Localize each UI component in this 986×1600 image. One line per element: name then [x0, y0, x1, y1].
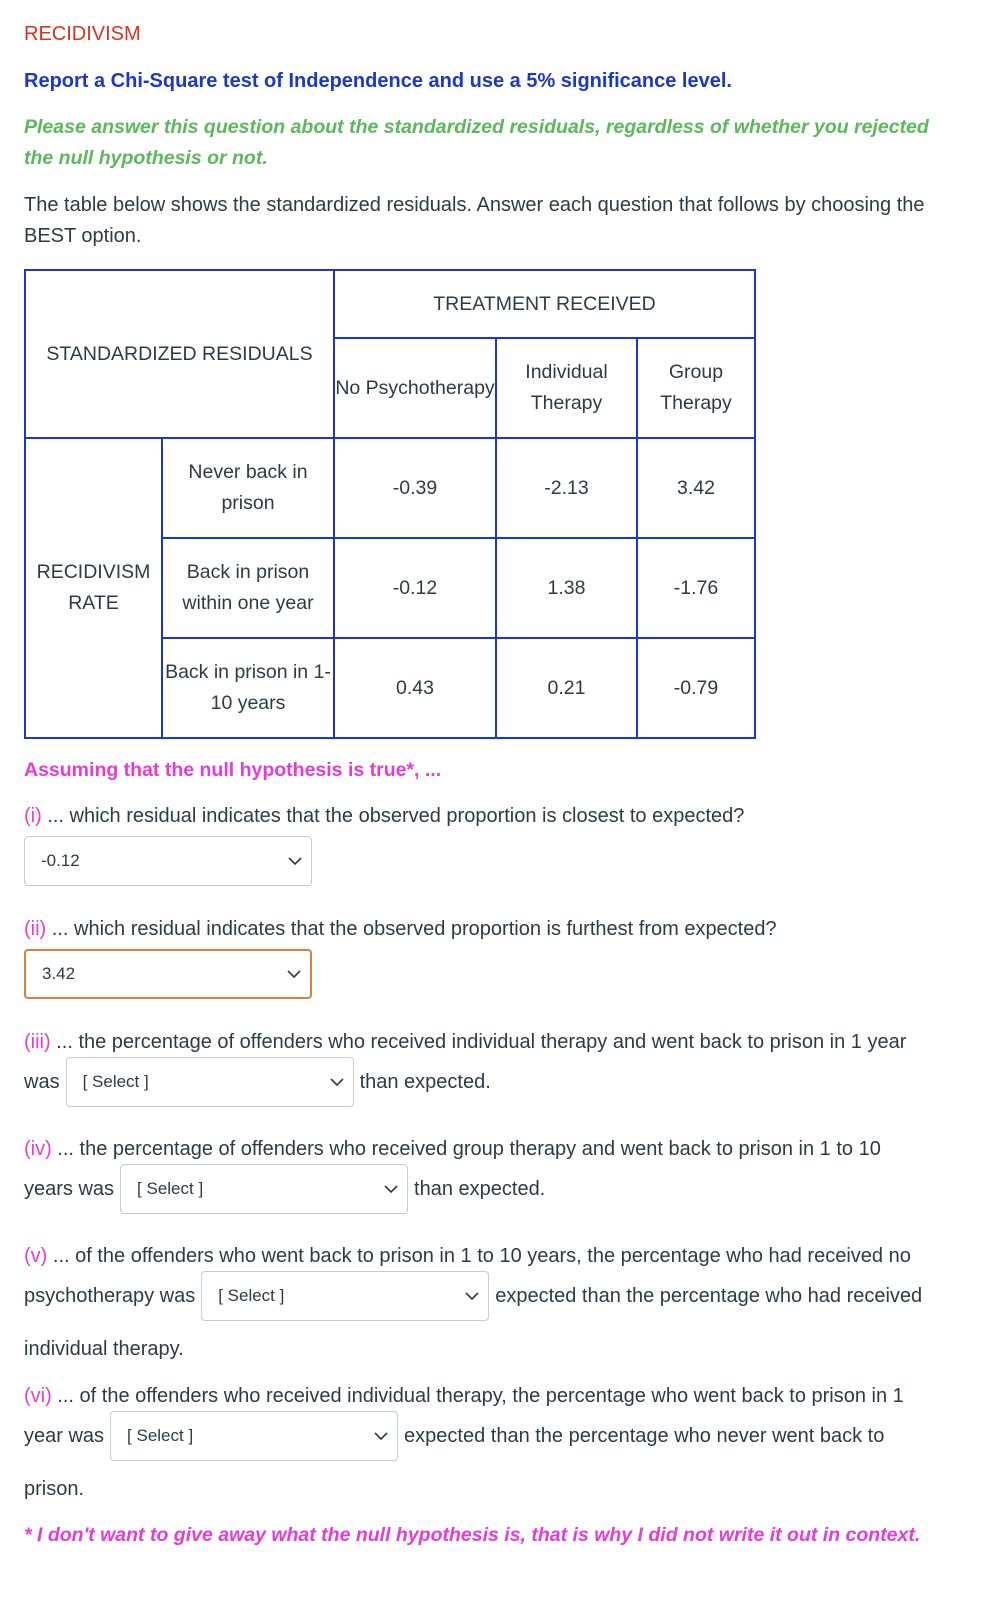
question-trailing: than expected.: [414, 1177, 546, 1200]
question-text: ... which residual indicates that the observed proportion is furthest from expected?: [46, 918, 777, 940]
question-ii: [24, 914, 954, 945]
answer-select-iv[interactable]: [120, 1164, 408, 1214]
question-v: [24, 1241, 954, 1272]
assumption-text: Assuming that the null hypothesis is true*, ...: [24, 759, 442, 781]
treatment-header: TREATMENT RECEIVED: [334, 270, 755, 338]
row-label: Never back in prison: [162, 438, 334, 538]
chevron-down-icon: [373, 1428, 389, 1444]
residual-cell: -1.76: [637, 538, 755, 638]
answer-select-i[interactable]: [24, 836, 312, 886]
column-header: Individual Therapy: [496, 338, 637, 438]
answer-select-ii[interactable]: [24, 949, 312, 999]
residual-cell: 1.38: [496, 538, 637, 638]
residual-cell: -0.39: [334, 438, 496, 538]
question-trailing: expected than the percentage who never went back to: [404, 1424, 885, 1447]
question-text: ... which residual indicates that the observed proportion is closest to expected?: [41, 805, 745, 827]
residuals-table: [24, 269, 756, 739]
question-vi: [24, 1381, 954, 1412]
residual-cell: -0.79: [637, 638, 755, 738]
chevron-down-icon: [286, 966, 302, 982]
question-text: ... of the offenders who received individual therapy, the percentage who went back to prison in 1: [51, 1385, 904, 1407]
select-value: [ Select ]: [127, 1426, 194, 1445]
select-value: [ Select ]: [82, 1072, 149, 1091]
column-header: Group Therapy: [637, 338, 755, 438]
residual-cell: 0.21: [496, 638, 637, 738]
question-iv: [24, 1134, 954, 1165]
question-label: (iii): [24, 1031, 51, 1053]
row-label: Back in prison in 1-10 years: [162, 638, 334, 738]
question-text: ... the percentage of offenders who received individual therapy and went back to prison in 1 year: [50, 1031, 907, 1053]
instruction-heading: Report a Chi-Square test of Independence and use a 5% significance level.: [24, 70, 732, 92]
answer-select-v[interactable]: [201, 1271, 489, 1321]
chevron-down-icon: [383, 1181, 399, 1197]
question-label: (i): [24, 805, 42, 827]
question-lead: was: [24, 1070, 60, 1093]
question-tail: prison.: [24, 1478, 85, 1500]
table-corner-title: STANDARDIZED RESIDUALS: [25, 270, 334, 438]
select-value: [ Select ]: [218, 1286, 285, 1305]
question-label: (vi): [24, 1385, 52, 1407]
answer-select-vi[interactable]: [110, 1411, 398, 1461]
residual-cell: -2.13: [496, 438, 637, 538]
question-iii: [24, 1027, 954, 1058]
quiz-question: [24, 14, 954, 1550]
question-lead: psychotherapy was: [24, 1284, 196, 1307]
question-label: (iv): [24, 1138, 52, 1160]
chevron-down-icon: [329, 1074, 345, 1090]
question-tail: individual therapy.: [24, 1338, 184, 1360]
question-text: ... the percentage of offenders who received group therapy and went back to prison in 1 to 10: [51, 1138, 881, 1160]
residual-cell: -0.12: [334, 538, 496, 638]
residual-cell: 3.42: [637, 438, 755, 538]
answer-select-iii[interactable]: [66, 1057, 354, 1107]
table-row: [25, 438, 755, 538]
question-i: [24, 801, 954, 832]
question-trailing: expected than the percentage who had received: [495, 1284, 923, 1307]
chevron-down-icon: [464, 1288, 480, 1304]
question-lead: years was: [24, 1177, 115, 1200]
question-label: (v): [24, 1245, 48, 1267]
select-value: -0.12: [41, 851, 80, 870]
select-value: 3.42: [42, 964, 76, 983]
row-label: Back in prison within one year: [162, 538, 334, 638]
select-value: [ Select ]: [137, 1179, 204, 1198]
green-note: Please answer this question about the standardized residuals, regardless of whether you rejected the null hypothesis or not.: [24, 116, 929, 169]
question-trailing: than expected.: [359, 1070, 491, 1093]
question-label: (ii): [24, 918, 47, 940]
column-header: No Psychotherapy: [334, 338, 496, 438]
page-title: RECIDIVISM: [24, 23, 141, 45]
row-group-label: RECIDIVISM RATE: [25, 438, 162, 738]
footnote: * I don't want to give away what the null hypothesis is, that is why I did not write it out in context.: [24, 1524, 921, 1546]
intro-text: The table below shows the standardized residuals. Answer each question that follows by choosing the BEST option.: [24, 194, 925, 247]
chevron-down-icon: [287, 853, 303, 869]
question-text: ... of the offenders who went back to prison in 1 to 10 years, the percentage who had received no: [47, 1245, 911, 1267]
question-lead: year was: [24, 1424, 105, 1447]
residual-cell: 0.43: [334, 638, 496, 738]
